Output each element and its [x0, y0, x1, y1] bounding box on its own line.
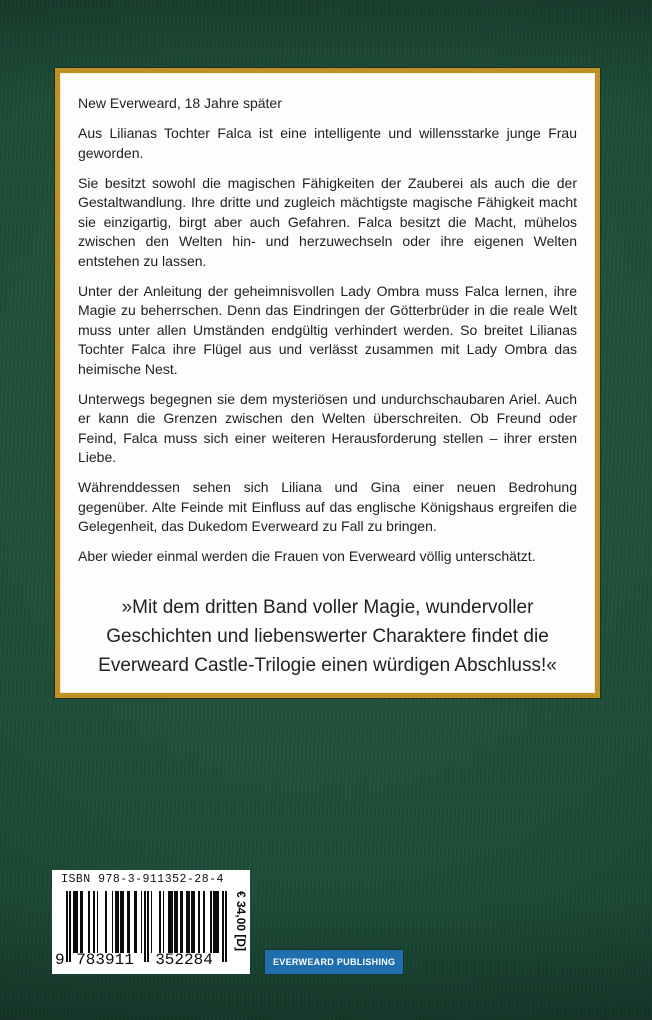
synopsis-paragraph: Sie besitzt sowohl die magischen Fähigkeiten der Zauberei als auch die der Gestaltwandlung. Ihre dritte und zugleich mächtigste magische Fähigkeit macht sie einzigartig, birgt aber auch Gefahren. Falca besitzt die Macht, mühelos zwischen den Welten hin- und herzuwechseln oder ihre eigenen Welten entstehen zu lassen. [78, 174, 577, 269]
barcode-digit-group-left: 783911 [76, 951, 134, 969]
synopsis-paragraph: Aus Lilianas Tochter Falca ist eine intelligente und willensstarke junge Frau geworden. [78, 125, 577, 161]
publisher-badge: EVERWEARD PUBLISHING [265, 950, 403, 974]
synopsis-paragraph: Unter der Anleitung der geheimnisvollen Lady Ombra muss Falca lernen, ihre Magie zu beherrschen. Denn das Eindringen der Götterbrüder in die reale Welt muss unter allen Umständen endgültig verhindert werden. So breitet Lilianas Tochter Falca ihre Flügel aus und verlässt zusammen mit Lady Ombra das heimische Nest. [78, 282, 577, 377]
barcode-panel [52, 870, 250, 974]
price-label: € 34,00 [D] [234, 891, 248, 952]
barcode-digit-first: 9 [55, 951, 65, 969]
synopsis-panel [55, 68, 600, 698]
synopsis-paragraph: Unterwegs begegnen sie dem mysteriösen und undurchschaubaren Ariel. Auch er kann die Grenzen zwischen den Welten überschreiten. Ob Freund oder Feind, Falca muss sich einer weiteren Herausforderung stellen – ihrer ersten Liebe. [78, 390, 577, 465]
synopsis-paragraph: Aber wieder einmal werden die Frauen von Everweard völlig unterschätzt. [78, 548, 536, 564]
isbn-label: ISBN 978-3-911352-28-4 [61, 873, 224, 886]
synopsis-opening-line: New Everweard, 18 Jahre später [78, 95, 282, 111]
barcode-digit-group-right: 352284 [155, 951, 213, 969]
synopsis-paragraph: Währenddessen sehen sich Liliana und Gina einer neuen Bedrohung gegenüber. Alte Feinde mit Einfluss auf das englische Königshaus ergreifen die Gelegenheit, das Dukedom Everweard zu Fall zu bringen. [78, 479, 577, 534]
review-quote: »Mit dem dritten Band voller Magie, wundervoller Geschichten und liebenswerter Charaktere findet die Everweard Castle-Trilogie einen würdigen Abschluss!« [98, 596, 557, 676]
